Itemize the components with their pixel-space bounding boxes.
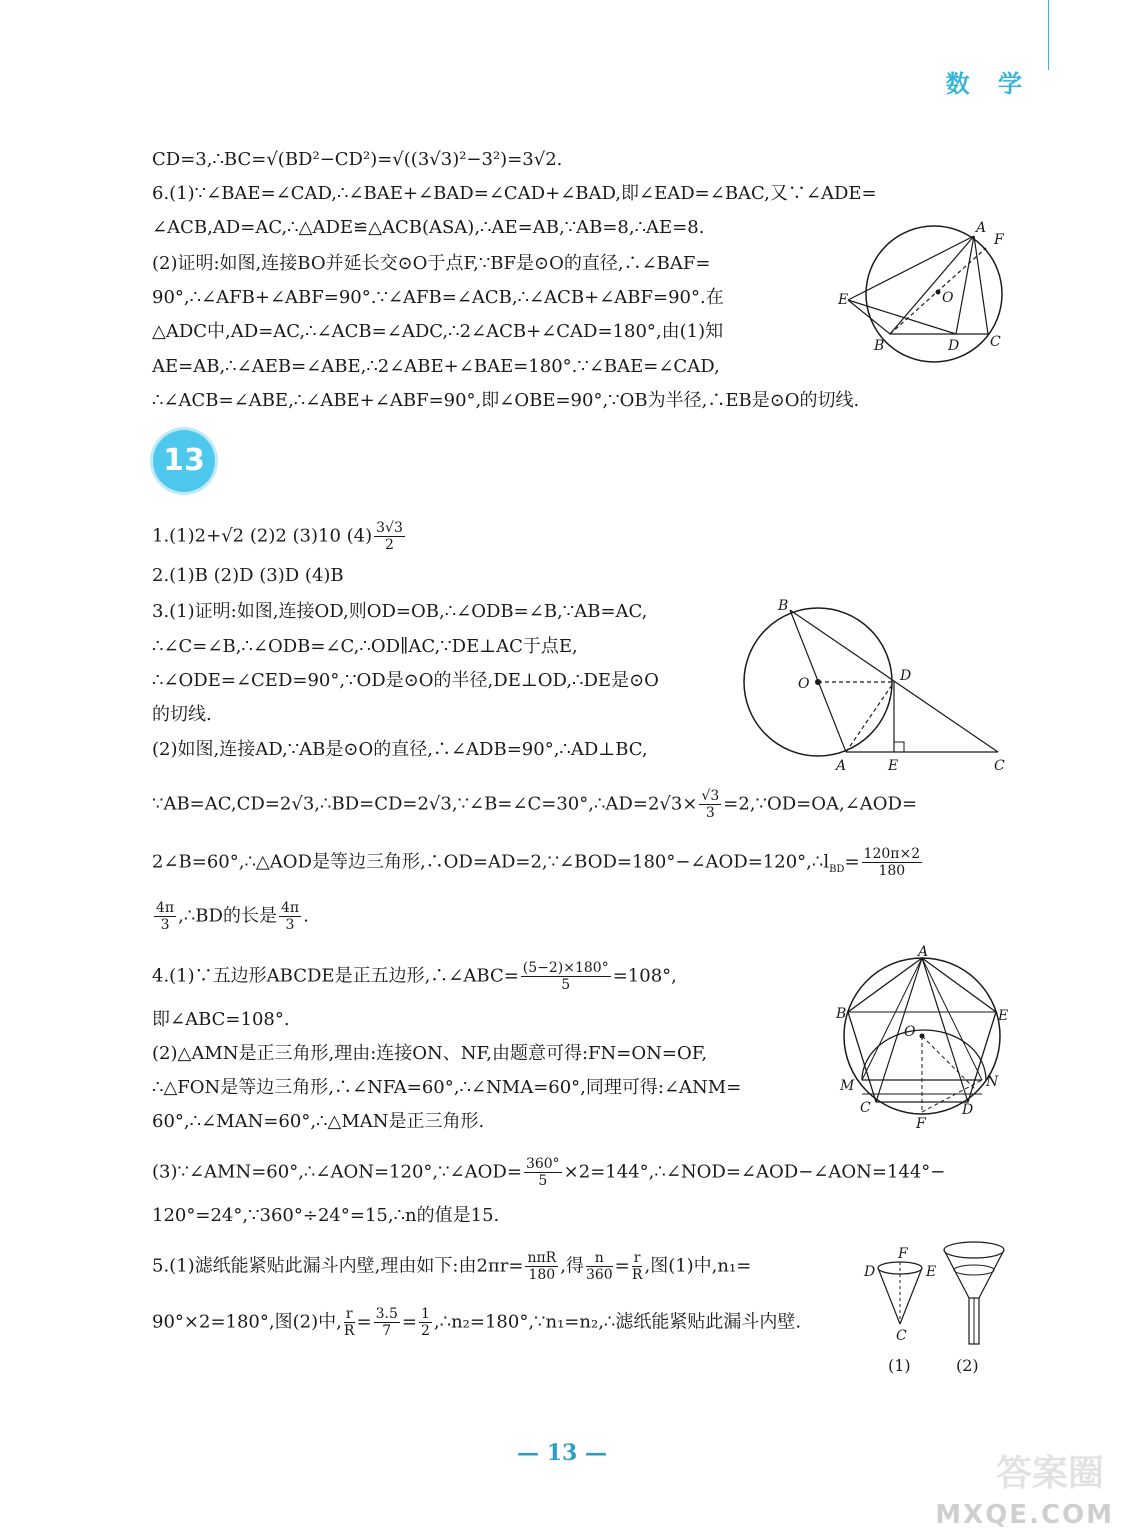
label-B: B	[778, 598, 789, 614]
text-line: △ADC中,AD=AC,∴∠ACB=∠ADC,∴2∠ACB+∠CAD=180°,由(1)知	[152, 321, 724, 342]
text-line: 60°,∴∠MAN=60°,∴△MAN是正三角形.	[152, 1111, 485, 1132]
fraction: $\frac{4\pi}{3}$	[280, 900, 300, 933]
fraction: $\frac{(5-2)\times 180^\circ}{5}$	[522, 960, 609, 993]
label-D: D	[948, 338, 960, 354]
fraction: $\frac{r}{R}$	[343, 1306, 355, 1339]
label-O: O	[798, 676, 810, 692]
figure-circle-problem6	[838, 222, 1018, 362]
text-line: ∴∠ACB=∠ABE,∴∠ABE+∠ABF=90°,即∠OBE=90°,∵OB为半径,∴EB是⊙O的切线.	[152, 390, 860, 411]
text-line: ∴△FON是等边三角形,∴∠NFA=60°,∴∠NMA=60°,同理可得:∠ANM=	[152, 1077, 742, 1098]
text-line: (2)证明:如图,连接BO并延长交⊙O于点F,∵BF是⊙O的直径,∴∠BAF=	[152, 253, 711, 274]
text-line: 的切线.	[152, 704, 212, 725]
text-line	[152, 788, 917, 821]
label-B: B	[874, 338, 885, 354]
text-segment: =	[401, 1311, 417, 1333]
fraction: $\frac{3√3}{2}$	[376, 520, 403, 553]
text-line	[152, 1156, 945, 1189]
label-C: C	[990, 334, 1001, 350]
fraction: $\frac{r}{R}$	[631, 1250, 643, 1283]
figure-caption-2: (2)	[956, 1356, 979, 1375]
label-D: D	[900, 668, 912, 684]
text-segment: =	[614, 1255, 630, 1277]
figure-caption-1: (1)	[888, 1356, 911, 1375]
text-segment: 5.(1)滤纸能紧贴此漏斗内壁,理由如下:由2πr=	[152, 1255, 524, 1277]
fraction: $\frac{1}{2}$	[420, 1306, 430, 1339]
text-line	[152, 520, 407, 553]
text-line: 即∠ABC=108°.	[152, 1009, 290, 1030]
label-A: A	[836, 758, 847, 774]
fraction: $\frac{360^\circ}{5}$	[525, 1156, 560, 1189]
fraction: $\frac{n}{360}$	[585, 1250, 613, 1283]
fraction: $\frac{4\pi}{3}$	[156, 900, 175, 933]
label-M: M	[840, 1078, 855, 1094]
section-number-badge: 13	[153, 430, 215, 492]
text-segment: 4.(1)∵五边形ABCDE是正五边形,∴∠ABC=	[152, 965, 519, 987]
page-number: — 13 —	[517, 1440, 607, 1466]
figure-cone-funnel-problem5	[856, 1236, 1036, 1356]
watermark-cn: 答案圈	[995, 1452, 1104, 1494]
fraction: $\frac{120\pi\times 2}{180}$	[863, 846, 921, 879]
subject-header: 数 学	[945, 70, 1032, 98]
label-C: C	[896, 1328, 907, 1344]
text-line	[152, 846, 924, 882]
text-segment: .	[303, 905, 309, 927]
fraction: $\frac{3.5}{7}$	[375, 1306, 398, 1339]
text-line: ∴∠C=∠B,∴∠ODB=∠C,∴OD∥AC,∵DE⊥AC于点E,	[152, 636, 578, 657]
label-C: C	[860, 1100, 871, 1116]
text-subscript: BD	[829, 864, 845, 876]
text-segment: 90°×2=180°,图(2)中,	[152, 1311, 342, 1333]
label-F: F	[898, 1246, 908, 1262]
text-line: 2.(1)B (2)D (3)D (4)B	[152, 565, 344, 586]
text-line: (2)如图,连接AD,∵AB是⊙O的直径,∴∠ADB=90°,∴AD⊥BC,	[152, 739, 648, 760]
text-line	[152, 900, 309, 933]
label-B: B	[836, 1006, 847, 1022]
text-line: 120°=24°,∵360°÷24°=15,∴n的值是15.	[152, 1205, 500, 1226]
header-decoration-line	[1048, 0, 1049, 70]
text-segment: =108°,	[612, 965, 677, 987]
text-line	[152, 1306, 801, 1339]
text-segment: ,∴n₂=180°,∵n₁=n₂,∴滤纸能紧贴此漏斗内壁.	[433, 1311, 802, 1333]
text-line: ∠ACB,AD=AC,∴△ADE≌△ACB(ASA),∴AE=AB,∵AB=8,∴AE=8.	[152, 217, 705, 238]
label-C: C	[994, 758, 1005, 774]
text-line: (2)△AMN是正三角形,理由:连接ON、NF,由题意可得:FN=ON=OF,	[152, 1043, 708, 1064]
text-line: ∴∠ODE=∠CED=90°,∵OD是⊙O的半径,DE⊥OD,∴DE是⊙O	[152, 670, 659, 691]
text-segment: =	[356, 1311, 372, 1333]
fraction: $\frac{√3}{3}$	[701, 788, 720, 821]
fraction: $\frac{\text{nπR}}{180}$	[527, 1250, 557, 1283]
figure-pentagon-problem4	[836, 944, 1016, 1132]
text-segment: 1.(1)2+√2 (2)2 (3)10 (4)	[152, 525, 373, 547]
text-segment: ,得	[560, 1255, 584, 1277]
label-D: D	[962, 1102, 974, 1118]
text-segment: ,图(1)中,n₁=	[644, 1255, 752, 1277]
label-D: D	[864, 1264, 876, 1280]
label-F: F	[994, 232, 1004, 248]
text-segment: ∵AB=AC,CD=2√3,∴BD=CD=2√3,∵∠B=∠C=30°,∴AD=2√3×	[152, 793, 698, 815]
text-line: AE=AB,∴∠AEB=∠ABE,∴2∠ABE+∠BAE=180°.∵∠BAE=∠CAD,	[152, 356, 720, 377]
figure-circle-problem3	[740, 598, 1012, 774]
label-F: F	[916, 1116, 926, 1132]
label-E: E	[888, 758, 899, 774]
label-O: O	[942, 290, 954, 306]
text-segment: 2∠B=60°,∴△AOD是等边三角形,∴OD=AD=2,∵∠BOD=180°−∠AOD=120°,∴l	[152, 851, 830, 873]
label-A: A	[976, 220, 987, 236]
text-line: CD=3,∴BC=√(BD²−CD²)=√((3√3)²−3²)=3√2.	[152, 149, 563, 170]
label-E: E	[838, 292, 849, 308]
text-segment: =	[844, 851, 860, 873]
label-E: E	[926, 1264, 937, 1280]
text-segment: (3)∵∠AMN=60°,∴∠AON=120°,∵∠AOD=	[152, 1161, 522, 1183]
label-N: N	[986, 1074, 999, 1090]
label-E: E	[998, 1008, 1009, 1024]
text-segment: ,∴BD的长是	[178, 905, 277, 927]
text-line: 3.(1)证明:如图,连接OD,则OD=OB,∴∠ODB=∠B,∵AB=AC,	[152, 601, 648, 622]
text-segment: ×2=144°,∴∠NOD=∠AOD−∠AON=144°−	[563, 1161, 946, 1183]
text-line: 6.(1)∵∠BAE=∠CAD,∴∠BAE+∠BAD=∠CAD+∠BAD,即∠EAD=∠BAC,又∵∠ADE=	[152, 183, 877, 204]
text-line	[152, 960, 677, 993]
text-segment: =2,∵OD=OA,∠AOD=	[723, 793, 918, 815]
label-A: A	[918, 944, 929, 960]
text-line	[152, 1250, 751, 1283]
text-line: 90°,∴∠AFB+∠ABF=90°.∵∠AFB=∠ACB,∴∠ACB+∠ABF=90°.在	[152, 287, 724, 308]
watermark: MXQE.COM	[935, 1500, 1114, 1530]
label-O: O	[904, 1024, 916, 1040]
